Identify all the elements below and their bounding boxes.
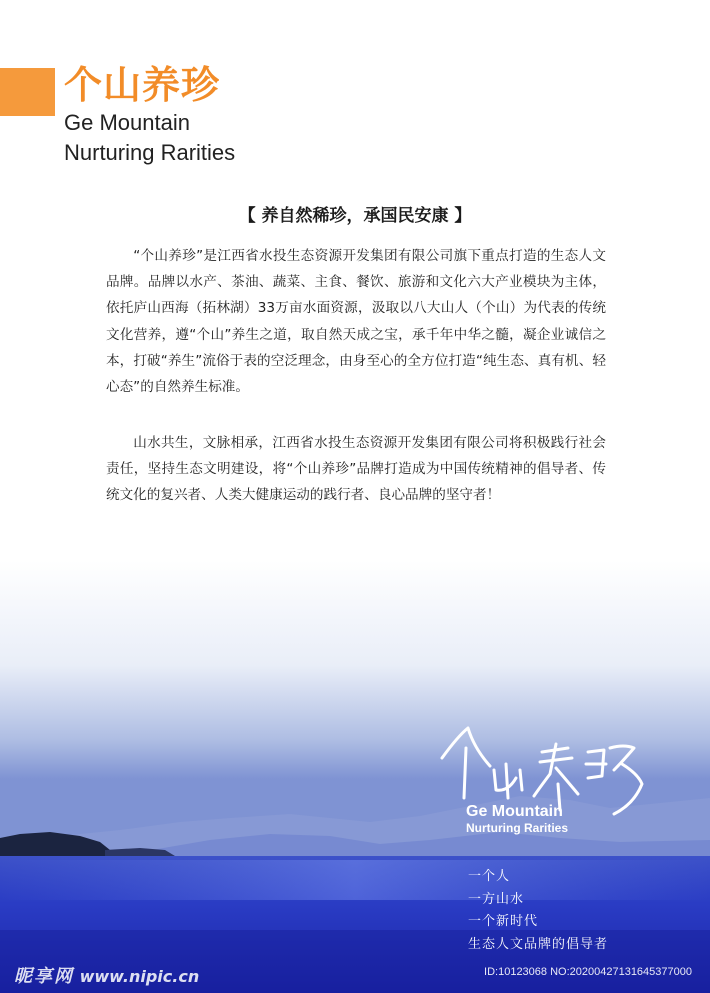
brand-title-en-line2: Nurturing Rarities	[64, 140, 236, 165]
site-watermark	[14, 962, 199, 988]
brand-title-en-line1: Ge Mountain	[64, 110, 190, 135]
brand-title-en	[64, 108, 235, 168]
orange-accent-block	[0, 68, 55, 116]
poem-line: 生态人文品牌的倡导者	[468, 936, 609, 952]
poem-line: 一方山水	[468, 891, 525, 907]
watermark-site-name: 昵享网	[14, 966, 74, 987]
image-id-text: ID:10123068 NO:20200427131645377000	[484, 966, 692, 978]
scene-logo-en	[466, 804, 568, 836]
poem-line: 一个新时代	[468, 914, 539, 929]
scene-logo-en-line1: Ge Mountain	[466, 803, 563, 820]
scene-logo-en-line2: Nurturing Rarities	[466, 821, 569, 835]
slogan-heading: 【 养自然稀珍，承国民安康 】	[238, 206, 472, 226]
poem-line: 一个人	[468, 869, 511, 884]
poem-verses	[468, 866, 608, 956]
brand-title-cn: 个山养珍	[64, 63, 221, 107]
mission-paragraph: 山水共生，文脉相承，江西省水投生态资源开发集团有限公司将积极践行社会责任，坚持生态文明建设，将“个山养珍”品牌打造成为中国传统精神的倡导者、传统文化的复兴者、人类大健康运动的践行者、良心品牌的坚守者！	[106, 435, 606, 504]
watermark-url: www.nipic.cn	[79, 967, 200, 986]
intro-paragraph: “个山养珍”是江西省水投生态资源开发集团有限公司旗下重点打造的生态人文品牌。品牌以水产、茶油、蔬菜、主食、餐饮、旅游和文化六大产业模块为主体，依托庐山西海（拓林湖）33万亩水面资源，汲取以八大山人（个山）为代表的传统文化营养，遵“个山”养生之道，取自然天成之宝，承千年中华之髓，凝企业诚信之本，打破“养生”流俗于表的空泛理念，由身至心的全方位打造“纯生态、真有机、轻心态”的自然养生标准。	[106, 248, 606, 396]
